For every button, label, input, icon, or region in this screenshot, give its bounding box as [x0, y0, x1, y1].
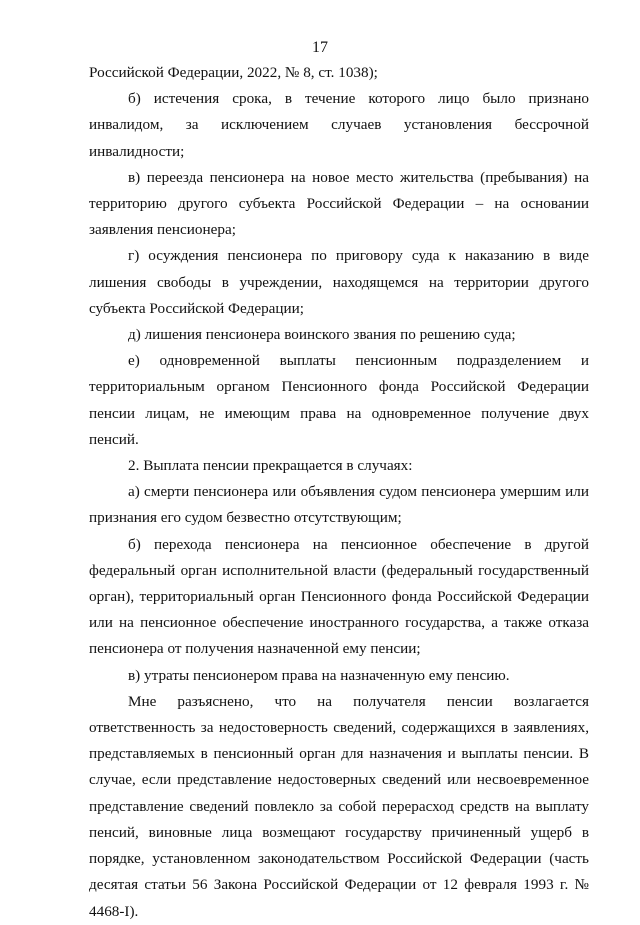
- paragraph-item-a: а) смерти пенсионера или объявления судом пенсионера умершим или признания его судом безвестно отсутствующим;: [89, 483, 589, 527]
- paragraph-continuation: Российской Федерации, 2022, № 8, ст. 1038);: [89, 64, 378, 81]
- page-number: 17: [312, 39, 328, 56]
- paragraph-section-2: 2. Выплата пенсии прекращается в случаях:: [128, 457, 413, 475]
- paragraph-item-g: г) осуждения пенсионера по приговору суда к наказанию в виде лишения свободы в учреждении, находящемся на территории другого субъекта Российской Федерации;: [89, 247, 589, 317]
- paragraph-item-b: б) истечения срока, в течение которого лицо было признано инвалидом, за исключением случаев установления бессрочной инвалидности;: [89, 90, 589, 160]
- paragraph-item-e: е) одновременной выплаты пенсионным подразделением и территориальным органом Пенсионного фонда Российской Федерации пенсии лицам, не имеющим права на одновременное получение двух пенсий.: [89, 352, 589, 448]
- paragraph-item-d: д) лишения пенсионера воинского звания по решению суда;: [128, 326, 516, 344]
- paragraph-statement: Мне разъяснено, что на получателя пенсии возлагается ответственность за недостоверность сведений, содержащихся в заявлениях, представляемых в пенсионный орган для назначения и выплаты пенсии. В случае, если представление недостоверных сведений или несвоевременное представление сведений повлекло за собой перерасход средств на выплату пенсий, виновные лица возмещают государству причиненный ущерб в порядке, установленном законодательством Российской Федерации (часть десятая статьи 56 Закона Российской Федерации от 12 февраля 1993 г. № 4468-I).: [89, 692, 589, 920]
- paragraph-item-b2: б) перехода пенсионера на пенсионное обеспечение в другой федеральный орган исполнительной власти (федеральный государственный орган), территориальный орган Пенсионного фонда Российской Федерации или на пенсионное обеспечение иностранного государства, а также отказа пенсионера от получения назначенной ему пенсии;: [89, 535, 589, 658]
- document-body: [89, 60, 589, 925]
- paragraph-item-v: в) переезда пенсионера на новое место жительства (пребывания) на территорию другого субъекта Российской Федерации – на основании заявления пенсионера;: [89, 168, 589, 239]
- paragraph-item-v2: в) утраты пенсионером права на назначенную ему пенсию.: [128, 666, 510, 684]
